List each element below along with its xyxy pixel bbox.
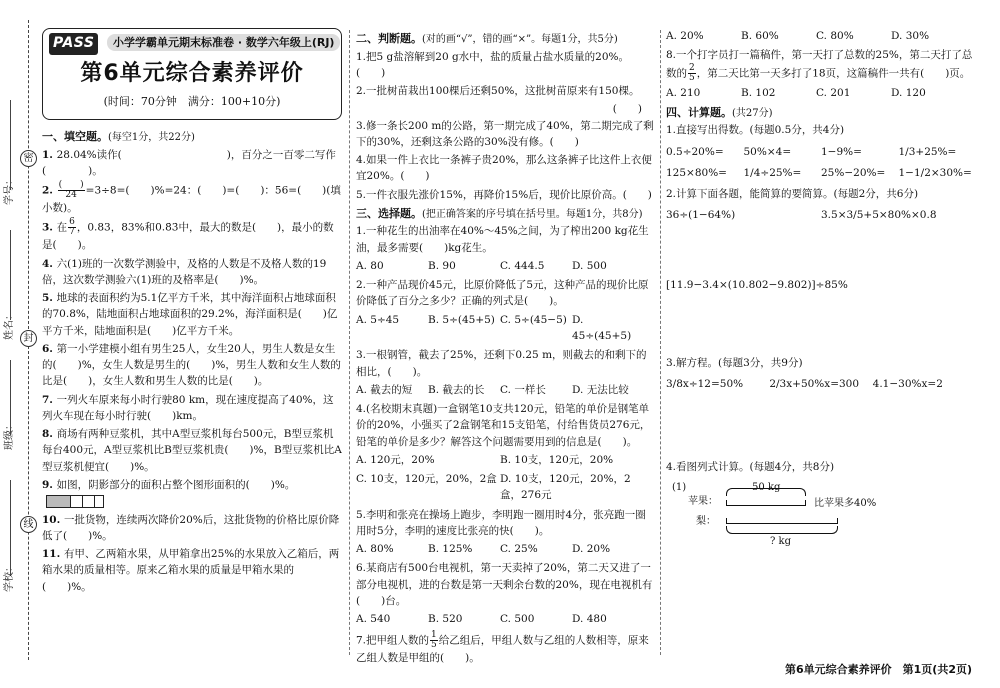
choice-question-5: 5.李明和张亮在操场上跑步，李明跑一圈用时4分，张亮跑一圈用时5分，李明的速度比张亮的快( )。 (356, 508, 646, 537)
field-line-name (10, 230, 11, 320)
diagram-label-unknown: ? kg (770, 535, 792, 547)
section-heading-fill: 一、填空题。(每空1分，共22分) (42, 130, 195, 143)
calc-item-3: [11.9−3.4×(10.802−9.802)]÷85% (666, 278, 848, 291)
choice-question-3: 3.一根钢管，截去了25%，还剩下0.25 m，则截去的和剩下的相比，( )。 (356, 349, 647, 378)
section-heading-judge: 二、判断题。(对的画“√”，错的画“×”。每题1分，共5分) (356, 32, 618, 45)
apple-brace (726, 488, 806, 496)
oral-calc-row-2: 125×80%= 1/4÷25%= 25%−20%= 1−1/2×30%= (666, 166, 972, 179)
field-line-class (10, 360, 11, 435)
diagram-label-pear: 梨： (696, 515, 716, 527)
question-1-2: 2. $\frac{( )}{24}$ =3÷8=( )%=24：( )=( )：56=( )(填小数)。 (42, 180, 341, 215)
diagram-label-apple: 苹果： (688, 495, 718, 507)
question-1-3: 3. 在 $\frac{6}{7}$ ，0.83，83%和0.8̇3̇中，最大的数是( )，最小的数是( )。 (42, 217, 334, 252)
work-space (666, 295, 976, 355)
pear-segment (726, 518, 838, 524)
question-1-4: 4. 六(1)班的一次数学测验中，及格的人数是不及格人数的19倍，这次数学测验六(1)班的及格率是( )%。 (42, 257, 327, 286)
choice-options-3: A. 截去的短 B. 截去的长 C. 一样长 D. 无法比较 (356, 383, 629, 396)
field-label-school: 学校： (4, 562, 15, 592)
page-footer: 第6单元综合素养评价 第1页(共2页) (784, 662, 972, 676)
choice-question-4: 4.(名校期末真题)一盒钢笔10支共120元，铅笔的单价是钢笔单价的20%，小强买了2盒钢笔和15支铅笔，付给售货员276元，铅笔的单价是多少？解答这个问题需要用到的信息是( )。 (356, 403, 651, 448)
exam-info: (时间：70分钟 满分：100+10分) (103, 95, 281, 108)
choice-options-4b: C. 10支，120元，20%，2盒 D. 10支，120元，20%，2盒，276元 (356, 473, 631, 502)
question-1-7: 7. 一列火车原来每小时行驶80 km，现在速度提高了40%，这列火车现在每小时行驶( )km。 (42, 393, 334, 422)
equation-row: 3/8x÷12=50% 2/3x+50%x=300 4.1−30%x=2 (666, 378, 943, 391)
question-1-8: 8. 商场有两种豆浆机，其中A型豆浆机每台500元，B型豆浆机每台400元，A型豆浆机比B型豆浆机贵( )%，B型豆浆机比A型豆浆机便宜( )%。 (42, 428, 342, 473)
question-1-9: 9. 如图，阴影部分的面积占整个图形面积的( )%。 (42, 477, 342, 510)
work-space (666, 397, 976, 459)
seal-mark-feng: 封 (20, 330, 37, 347)
shaded-bar-figure (46, 495, 104, 508)
judge-item-1: 1.把5 g盐溶解到20 g水中，盐的质量占盐水质量的20%。( ) (356, 50, 630, 79)
calc-part-1-heading: 1.直接写出得数。(每题0.5分，共4分) (666, 124, 845, 137)
work-space (666, 229, 976, 277)
choice-options-7: A. 20% B. 60% C. 80% D. 30% (666, 30, 930, 42)
pass-logo: PASS (49, 33, 98, 55)
column-2 (356, 28, 654, 668)
section-heading-calc: 四、计算题。(共27分) (666, 105, 773, 119)
choice-options-8: A. 210 B. 102 C. 201 D. 120 (666, 86, 926, 99)
column-1 (42, 28, 342, 597)
binding-margin (0, 0, 42, 688)
field-line-school (10, 480, 11, 575)
section-heading-choice: 三、选择题。(把正确答案的序号填在括号里。每题1分，共8分) (356, 206, 643, 220)
judge-item-4: 4.如果一件上衣比一条裤子贵20%，那么这条裤子比这件上衣便宜20%。( ) (356, 154, 652, 183)
line-segment-diagram: (1) 50 kg 苹果： 比苹果多40% 梨： ? kg (666, 480, 976, 550)
field-label-class: 班级： (4, 420, 15, 450)
choice-question-2: 2.一种产品现价45元，比原价降低了5元，这种产品的现价比原价降低了百分之多少？正确的列式是( )。 (356, 279, 649, 308)
choice-question-8: 8.一个打字员打一篇稿件，第一天打了总数的25%，第二天打了总数的 $\frac{2}{5}$ ，第二天比第一天多打了18页，这篇稿件一共有( )页。 (666, 49, 973, 83)
calc-part-3-heading: 3.解方程。(每题3分，共9分) (666, 356, 803, 369)
choice-question-1: 1.一种花生的出油率在40%～45%之间，为了榨出200 kg花生油，最多需要( )kg花生。 (356, 225, 649, 254)
field-label-name: 姓名： (4, 310, 15, 340)
field-label-student-id: 学号： (4, 175, 15, 205)
choice-options-5: A. 80% B. 125% C. 25% D. 20% (356, 543, 611, 556)
seal-mark-xian: 线 (20, 516, 37, 533)
page-title: 第6单元综合素养评价 (80, 61, 304, 86)
choice-options-2: A. 5÷45 B. 5÷(45+5) C. 5÷(45−5) D. 45÷(45+5) (356, 313, 632, 342)
apple-segment (726, 500, 806, 506)
oral-calc-row-1: 0.5÷20%= 50%×4= 1−9%= 1/3+25%= (666, 145, 957, 158)
seal-mark-mi: 密 (20, 150, 37, 167)
header-box (42, 28, 342, 120)
choice-question-7: 7.把甲组人数的 $\frac{1}{5}$ 给乙组后，甲组人数与乙组的人数相等，原来乙组人数是甲组的( )。 (356, 629, 649, 664)
judge-item-3: 3.修一条长200 m的公路，第一期完成了40%，第二期完成了剩下的30%，还剩这条公路的30%没有修。( ) (356, 119, 654, 148)
question-1-5: 5. 地球的表面积约为5.1亿平方千米，其中海洋面积占地球面积的70.8%，陆地面积占地球面积的29.2%，海洋面积是( )亿平方千米，陆地面积是( )亿平方千米。 (42, 292, 338, 337)
column-divider (349, 30, 350, 655)
calc-part-2-heading: 2.计算下面各题，能简算的要简算。(每题2分，共6分) (666, 188, 919, 201)
column-3 (666, 28, 976, 550)
choice-options-4a: A. 120元，20% B. 10支，120元，20% (356, 453, 614, 466)
calc-part-4-heading: 4.看图列式计算。(每题4分，共8分) (666, 461, 835, 474)
field-line-student-id (10, 100, 11, 190)
diagram-label-top: 50 kg (752, 481, 781, 493)
question-1-6: 6. 第一小学建模小组有男生25人，女生20人，男生人数是女生的( )%，女生人数是男生的( )%，男生人数和女生人数的比是( )，女生人数和男生人数的比是( )。 (42, 342, 341, 388)
judge-item-5: 5.一件衣服先涨价15%，再降价15%后，现价比原价高。( ) (356, 188, 652, 201)
column-divider (660, 30, 661, 655)
choice-question-6: 6.某商店有500台电视机，第一天卖掉了20%，第二天又进了一部分电视机，进的台数是第一天剩余台数的20%，现在电视机有( )台。 (356, 562, 653, 607)
series-title: 小学学霸单元期末标准卷 · 数学六年级上(RJ) (107, 34, 340, 51)
choice-options-1: A. 80 B. 90 C. 444.5 D. 500 (356, 259, 607, 272)
judge-item-2: 2.一批树苗栽出100棵后还剩50%，这批树苗原来有150棵。 (356, 85, 640, 98)
pear-brace (726, 526, 838, 534)
question-1-11: 11. 有甲、乙两箱水果，从甲箱拿出25%的水果放入乙箱后，两箱水果的质量相等。原来乙箱水果的质量是甲箱水果的( )%。 (42, 548, 340, 593)
calc-row-a: 36÷(1−64%) 3.5×3/5+5×80%×0.8 (666, 209, 937, 222)
choice-options-6: A. 540 B. 520 C. 500 D. 480 (356, 613, 607, 626)
judge-answer-paren: ( ) (612, 103, 642, 116)
question-1-1: 1. 28.04%读作( )，百分之一百零二写作( )。 (42, 148, 336, 177)
diagram-label-more: 比苹果多40% (814, 497, 877, 509)
question-1-10: 10. 一批货物，连续两次降价20%后，这批货物的价格比原价降低了( )%。 (42, 513, 340, 542)
